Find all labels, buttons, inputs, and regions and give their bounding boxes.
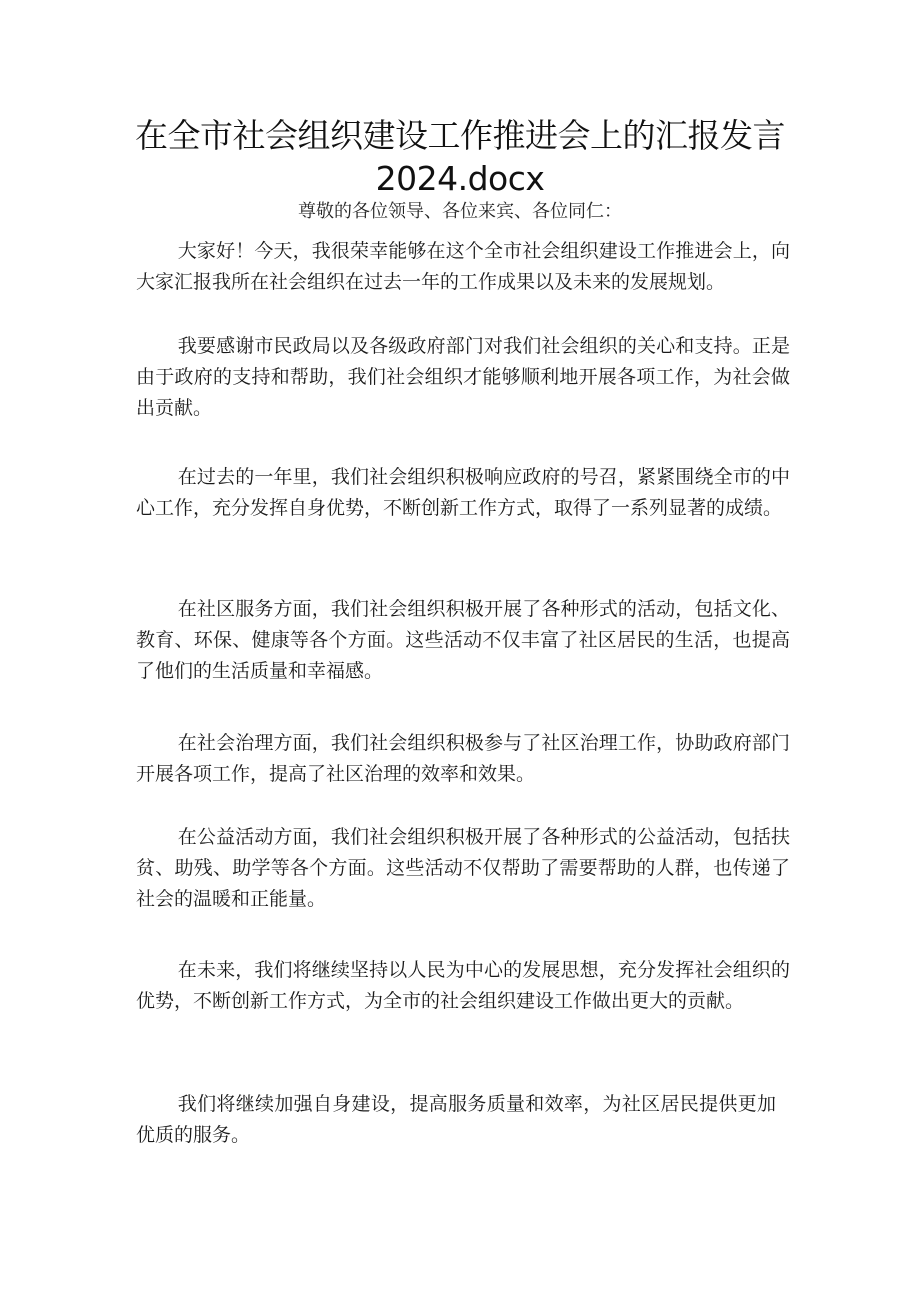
paragraph-8: 我们将继续加强自身建设，提高服务质量和效率，为社区居民提供更加优质的服务。 bbox=[136, 1093, 776, 1146]
paragraph-1: 大家好！今天，我很荣幸能够在这个全市社会组织建设工作推进会上，向大家汇报我所在社会组织在过去一年的工作成果以及未来的发展规划。 bbox=[136, 240, 790, 293]
paragraph-5: 在社会治理方面，我们社会组织积极参与了社区治理工作，协助政府部门开展各项工作，提高了社区治理的效率和效果。 bbox=[136, 732, 790, 785]
paragraph-4: 在社区服务方面，我们社会组织积极开展了各种形式的活动，包括文化、教育、环保、健康等各个方面。这些活动不仅丰富了社区居民的生活，也提高了他们的生活质量和幸福感。 bbox=[136, 598, 790, 682]
paragraph-6: 在公益活动方面，我们社会组织积极开展了各种形式的公益活动，包括扶贫、助残、助学等各个方面。这些活动不仅帮助了需要帮助的人群，也传递了社会的温暖和正能量。 bbox=[136, 826, 790, 910]
document-title: 在全市社会组织建设工作推进会上的汇报发言2024.docx bbox=[135, 116, 785, 198]
paragraph-3: 在过去的一年里，我们社会组织积极响应政府的号召，紧紧围绕全市的中心工作，充分发挥自身优势，不断创新工作方式，取得了一系列显著的成绩。 bbox=[136, 466, 790, 519]
paragraph-7: 在未来，我们将继续坚持以人民为中心的发展思想，充分发挥社会组织的优势，不断创新工作方式，为全市的社会组织建设工作做出更大的贡献。 bbox=[136, 959, 790, 1012]
salutation: 尊敬的各位领导、各位来宾、各位同仁： bbox=[298, 201, 622, 222]
paragraph-2: 我要感谢市民政局以及各级政府部门对我们社会组织的关心和支持。正是由于政府的支持和帮助，我们社会组织才能够顺利地开展各项工作，为社会做出贡献。 bbox=[136, 335, 790, 419]
